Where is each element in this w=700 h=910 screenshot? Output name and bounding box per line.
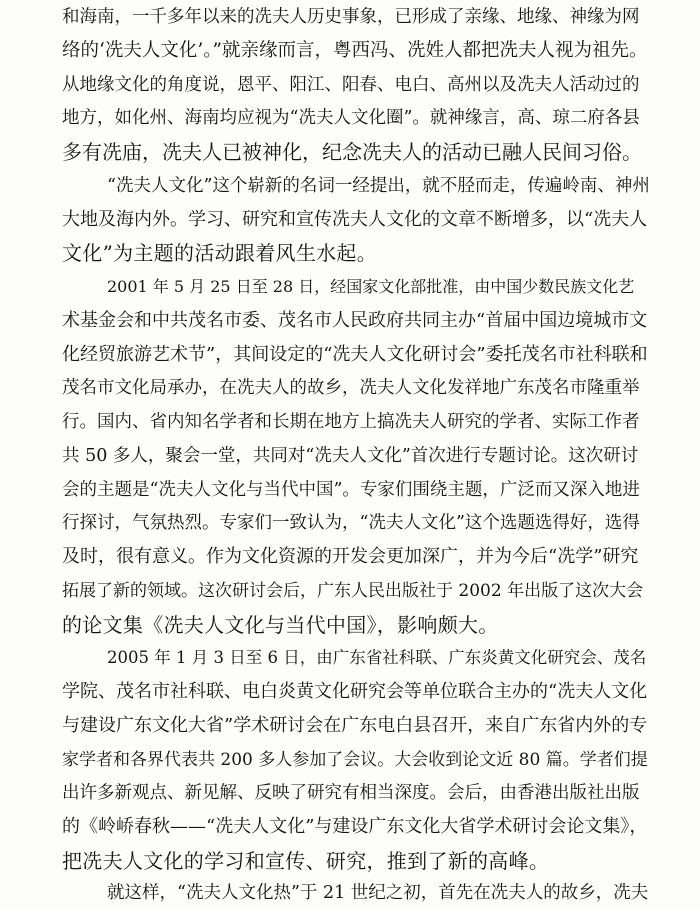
line-text: 络的‘冼夫人文化’。”就亲缘而言，粤西冯、冼姓人都把冼夫人视为祖先。	[62, 40, 648, 61]
line-text: 把冼夫人文化的学习和宣传、研究，推到了新的高峰。	[62, 849, 550, 873]
line-text: 茂名市文化局承办，在冼夫人的故乡，冼夫人文化发祥地广东茂名市隆重举	[62, 378, 640, 398]
text-line	[0, 68, 700, 102]
text-line	[0, 101, 700, 135]
text-line	[0, 675, 700, 709]
line-text: 从地缘文化的角度说，恩平、阳江、阳春、电白、高州以及冼夫人活动过的	[62, 75, 640, 95]
text-line	[0, 709, 700, 743]
text-line	[0, 34, 700, 68]
text-line	[0, 743, 700, 777]
line-text: 出许多新观点、新见解、反映了研究有相当深度。会后，由香港出版社出版	[62, 783, 640, 803]
text-line	[0, 876, 700, 910]
text-line	[0, 135, 700, 169]
line-text: 共 50 多人，聚会一堂，共同对“冼夫人文化”首次进行专题讨论。这次研讨	[62, 446, 639, 466]
line-text: 文化”为主题的活动跟着风生水起。	[62, 241, 378, 265]
text-line	[0, 169, 700, 203]
line-text: 与建设广东文化大省”学术研讨会在广东电白县召开，来自广东省内外的专	[62, 715, 648, 736]
line-text: 行探讨，气氛热烈。专家们一致认为，“冼夫人文化”这个选题选得好，选得	[62, 513, 640, 533]
text-line	[0, 0, 700, 34]
line-text: 术基金会和中共茂名市委、茂名市人民政府共同主办“首届中国边境城市文	[62, 310, 648, 331]
line-text: 的《岭峤春秋——“冼夫人文化”与建设广东文化大省学术研讨会论文集》，	[62, 816, 648, 837]
text-line	[0, 270, 700, 304]
text-line	[0, 506, 700, 540]
line-text: 2001 年 5 月 25 日至 28 日，经国家文化部批准，由中国少数民族文化艺	[107, 277, 635, 296]
text-line	[0, 405, 700, 439]
text-line	[0, 371, 700, 405]
line-text: 化经贸旅游艺术节”，其间设定的“冼夫人文化研讨会”委托茂名市社科联和	[62, 344, 648, 365]
line-text: 大地及海内外。学习、研究和宣传冼夫人文化的文章不断增多，以“冼夫人	[62, 209, 648, 230]
text-line	[0, 236, 700, 270]
line-text: 的论文集《冼夫人文化与当代中国》，影响颇大。	[62, 613, 499, 637]
line-text: 拓展了新的领域。这次研讨会后，广东人民出版社于 2002 年出版了这次大会	[62, 581, 644, 601]
line-text: 家学者和各界代表共 200 多人参加了会议。大会收到论文近 80 篇。学者们提	[62, 750, 648, 770]
text-line	[0, 776, 700, 810]
text-line	[0, 304, 700, 338]
line-text: 行。国内、省内知名学者和长期在地方上搞冼夫人研究的学者、实际工作者	[62, 412, 640, 432]
text-line	[0, 540, 700, 574]
line-text: 2005 年 1 月 3 日至 6 日，由广东省社科联、广东炎黄文化研究会、茂名	[107, 648, 647, 667]
text-line	[0, 641, 700, 675]
line-text: 会的主题是“冼夫人文化与当代中国”。专家们围绕主题，广泛而又深入地进	[62, 480, 640, 500]
line-text: 地方，如化州、海南均应视为“冼夫人文化圈”。就神缘言，高、琼二府各县	[62, 108, 640, 128]
line-text: 学院、茂名市社科联、电白炎黄文化研究会等单位联合主办的“冼夫人文化	[62, 681, 648, 702]
text-line	[0, 203, 700, 237]
line-text: 就这样，“冼夫人文化热”于 21 世纪之初，首先在冼夫人的故乡，冼夫	[107, 883, 649, 903]
text-line	[0, 844, 700, 878]
text-line	[0, 810, 700, 844]
line-text: 多有冼庙，冼夫人已被神化，纪念冼夫人的活动已融人民间习俗。	[62, 140, 642, 164]
line-text: “冼夫人文化”这个崭新的名词一经提出，就不胫而走，传遍岭南、神州	[107, 176, 650, 196]
text-line	[0, 608, 700, 642]
text-line	[0, 473, 700, 507]
text-line	[0, 574, 700, 608]
line-text: 及时，很有意义。作为文化资源的开发会更加深广，并为今后“冼学”研究	[62, 546, 639, 567]
text-line	[0, 439, 700, 473]
line-text: 和海南，一千多年以来的冼夫人历史事象，已形成了亲缘、地缘、神缘为网	[62, 7, 640, 27]
text-line	[0, 338, 700, 372]
